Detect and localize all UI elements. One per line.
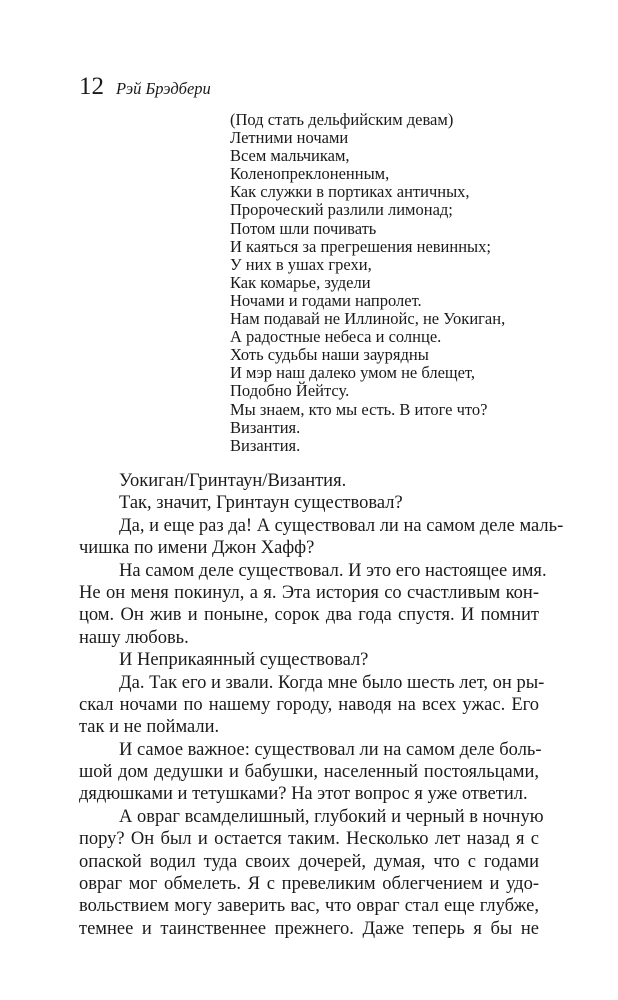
text-line: опаской водил туда своих дочерей, думая, что с годами xyxy=(79,851,539,872)
text-line: Уокиган/Гринтаун/Византия. xyxy=(119,471,347,491)
running-header xyxy=(79,72,211,102)
poem-line: Мы знаем, кто мы есть. В итоге что? xyxy=(230,399,488,419)
poem-line: Нам подавай не Иллинойс, не Уокиган, xyxy=(230,309,506,329)
text-line: шой дом дедушки и бабушки, населенный постояльцами, xyxy=(79,762,539,783)
paragraph xyxy=(79,806,544,940)
text-line: Да, и еще раз да! А существовал ли на самом деле маль- xyxy=(119,515,564,536)
paragraph xyxy=(79,515,564,560)
text-line: А овраг всамделишный, глубокий и черный в ночную xyxy=(119,806,544,827)
text-line: пору? Он был и остается таким. Несколько лет назад я с xyxy=(79,829,539,850)
paragraph xyxy=(79,470,539,492)
paragraph xyxy=(79,672,545,739)
text-line: И Неприкаянный существовал? xyxy=(119,650,369,671)
text-line: Не он меня покинул, а я. Эта история со счастливым кон- xyxy=(79,582,539,603)
poem-line: Летними ночами xyxy=(230,128,349,148)
text-line: чишка по имени Джон Хафф? xyxy=(79,538,315,559)
text-line: нашу любовь. xyxy=(79,627,189,648)
text-line: так и не поймали. xyxy=(79,717,220,738)
poem-line: Потом шли почивать xyxy=(230,218,377,238)
text-line: овраг мог обмелеть. Я с превеликим облегчением и удо- xyxy=(79,874,539,895)
paragraph xyxy=(79,649,539,671)
prose-body xyxy=(79,470,564,940)
text-line: вольствием могу заверить вас, что овраг стал еще глубже, xyxy=(79,896,539,917)
text-line: темнее и таинственнее прежнего. Даже теперь я бы не xyxy=(79,918,539,939)
poem-line: Как комарье, зудели xyxy=(230,272,371,292)
poem-line: Как служки в портиках античных, xyxy=(230,182,470,202)
paragraph xyxy=(79,739,542,806)
poem-line: Хоть судьбы наши заурядны xyxy=(230,345,429,365)
poem-line: Византия. xyxy=(230,435,301,455)
poem-line: А радостные небеса и солнце. xyxy=(230,327,442,347)
poem-line: Ночами и годами напролет. xyxy=(230,290,422,310)
poem-line: Пророческий разлили лимонад; xyxy=(230,200,453,220)
poem-block xyxy=(230,111,600,455)
text-line: скал ночами по нашему городу, наводя на всех ужас. Его xyxy=(79,694,539,715)
page-number: 12 xyxy=(79,73,104,100)
poem-line: Подобно Йейтсу. xyxy=(230,381,350,401)
paragraph xyxy=(79,492,539,514)
text-line: И самое важное: существовал ли на самом деле боль- xyxy=(119,739,542,760)
paragraph xyxy=(79,560,547,650)
text-line: На самом деле существовал. И это его настоящее имя. xyxy=(119,560,547,581)
poem-line: И каяться за прегрешения невинных; xyxy=(230,236,491,256)
poem-line: Коленопреклоненным, xyxy=(230,164,390,184)
text-line: цом. Он жив и поныне, сорок два года спустя. И помнит xyxy=(79,605,539,626)
poem-line: Всем мальчикам, xyxy=(230,146,350,166)
poem-line: У них в ушах грехи, xyxy=(230,254,372,274)
poem-line: Византия. xyxy=(230,417,301,437)
running-head-author: Рэй Брэдбери xyxy=(116,79,211,98)
text-line: Так, значит, Гринтаун существовал? xyxy=(119,493,403,514)
text-line: Да. Так его и звали. Когда мне было шесть лет, он ры- xyxy=(119,672,545,693)
text-line: дядюшками и тетушками? На этот вопрос я уже ответил. xyxy=(79,784,528,805)
poem-line: (Под стать дельфийским девам) xyxy=(230,110,454,129)
poem-line: И мэр наш далеко умом не блещет, xyxy=(230,363,476,383)
